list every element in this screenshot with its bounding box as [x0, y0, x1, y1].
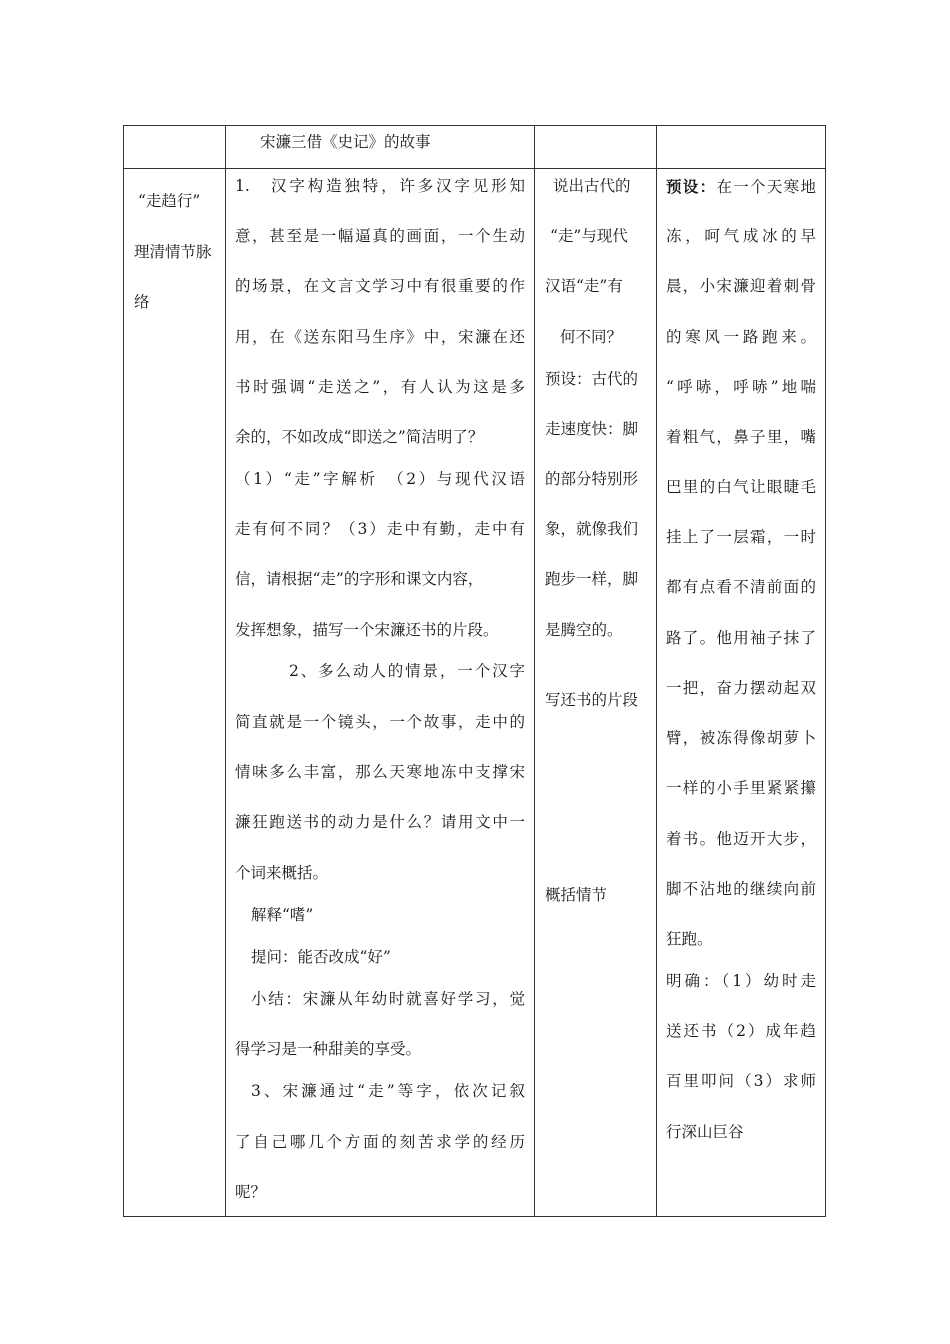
col2-line: 的场景，在文言文学习中有很重要的作 — [235, 277, 525, 295]
col2-line: 呢？ — [235, 1183, 267, 1201]
col2-line: 得学习是一种甜美的享受。 — [235, 1040, 422, 1058]
col4-line: 巴里的白气让眼睫毛 — [666, 478, 816, 496]
col2-line: 走有何不同？（3）走中有勤，走中有 — [235, 520, 525, 538]
col4-line: 预设：在一个天寒地 — [666, 177, 816, 196]
col3-line: 走速度快：脚 — [545, 420, 639, 438]
col2-line: （1）“走”字解析 （2）与现代汉语 — [235, 470, 525, 488]
preset-label: 预设： — [666, 177, 717, 196]
col2-line: 用，在《送东阳马生序》中，宋濂在还 — [235, 328, 525, 346]
col3-line: 何不同？ — [560, 328, 623, 346]
col2-line: 2、多么动人的情景，一个汉字 — [289, 662, 525, 680]
col4-line: 百里叩问（3）求师 — [666, 1072, 816, 1090]
col4-line: 一样的小手里紧紧攥 — [666, 779, 816, 797]
col3-line: 预设：古代的 — [545, 370, 639, 388]
col3-line: 的部分特别形 — [545, 470, 639, 488]
col2-line: 情味多么丰富，那么天寒地冻中支撑宋 — [235, 763, 525, 781]
col3-line: 写还书的片段 — [545, 691, 639, 709]
col2-line: 书时强调“走送之”，有人认为这是多 — [235, 378, 525, 396]
col2-line: 了自己哪几个方面的刻苦求学的经历 — [235, 1133, 525, 1151]
col3-line: “走”与现代 — [550, 227, 628, 245]
col4-line: 狂跑。 — [666, 930, 713, 948]
col2-line: 濂狂跑送书的动力是什么？请用文中一 — [235, 813, 525, 831]
col2-line: 信，请根据“走”的字形和课文内容， — [235, 570, 484, 588]
col2-line: 余的，不如改成“即送之”简洁明了？ — [235, 428, 484, 446]
col4-line: 送还书（2）成年趋 — [666, 1022, 816, 1040]
col4-line: 明确：（1）幼时走 — [666, 972, 816, 990]
col4-line: 行深山巨谷 — [666, 1123, 744, 1141]
col3-line: 汉语“走”有 — [545, 277, 623, 295]
col3-line: 概括情节 — [545, 886, 608, 904]
col4-line: “呼哧，呼哧”地喘 — [666, 378, 816, 396]
col2-line: 意，甚至是一幅逼真的画面，一个生动 — [235, 227, 525, 245]
col1-line: “走趋行” — [138, 192, 201, 210]
col2-line: 小结：宋濂从年幼时就喜好学习，觉 — [251, 990, 525, 1008]
col4-line: 晨，小宋濂迎着刺骨 — [666, 277, 816, 295]
column-divider — [534, 126, 535, 1216]
col4-line: 臂，被冻得像胡萝卜 — [666, 729, 816, 747]
col4-line: 路了。他用袖子抹了 — [666, 629, 816, 647]
col3-line: 说出古代的 — [553, 177, 631, 195]
col4-line: 的寒风一路跑来。 — [666, 328, 816, 346]
col4-line: 一把，奋力摆动起双 — [666, 679, 816, 697]
col2-line: 发挥想象，描写一个宋濂还书的片段。 — [235, 621, 499, 639]
col4-line: 挂上了一层霜，一时 — [666, 528, 816, 546]
col2-line: 1. 汉字构造独特，许多汉字见形知 — [235, 177, 525, 195]
col2-line: 提问：能否改成“好” — [251, 948, 391, 966]
column-divider — [225, 126, 226, 1216]
col4-line: 冻，呵气成冰的早 — [666, 227, 816, 245]
lesson-table — [123, 125, 826, 1217]
col1-line: 理清情节脉 — [134, 243, 212, 261]
col4-line: 着粗气，鼻子里，嘴 — [666, 428, 816, 446]
col3-line: 象，就像我们 — [545, 520, 639, 538]
col4-line: 脚不沾地的继续向前 — [666, 880, 816, 898]
column-divider — [656, 126, 657, 1216]
row1-title: 宋濂三借《史记》的故事 — [260, 133, 431, 151]
col1-line: 络 — [134, 293, 150, 311]
col2-line: 简直就是一个镜头，一个故事，走中的 — [235, 713, 525, 731]
col4-line: 着书。他迈开大步， — [666, 830, 816, 848]
col3-line: 跑步一样，脚 — [545, 570, 639, 588]
row-divider — [124, 168, 825, 169]
col2-line: 3、宋濂通过“走”等字，依次记叙 — [251, 1082, 525, 1100]
col4-line: 都有点看不清前面的 — [666, 578, 816, 596]
col2-line: 个词来概括。 — [235, 864, 329, 882]
col2-line: 解释“嗜” — [251, 906, 314, 924]
col3-line: 是腾空的。 — [545, 621, 623, 639]
